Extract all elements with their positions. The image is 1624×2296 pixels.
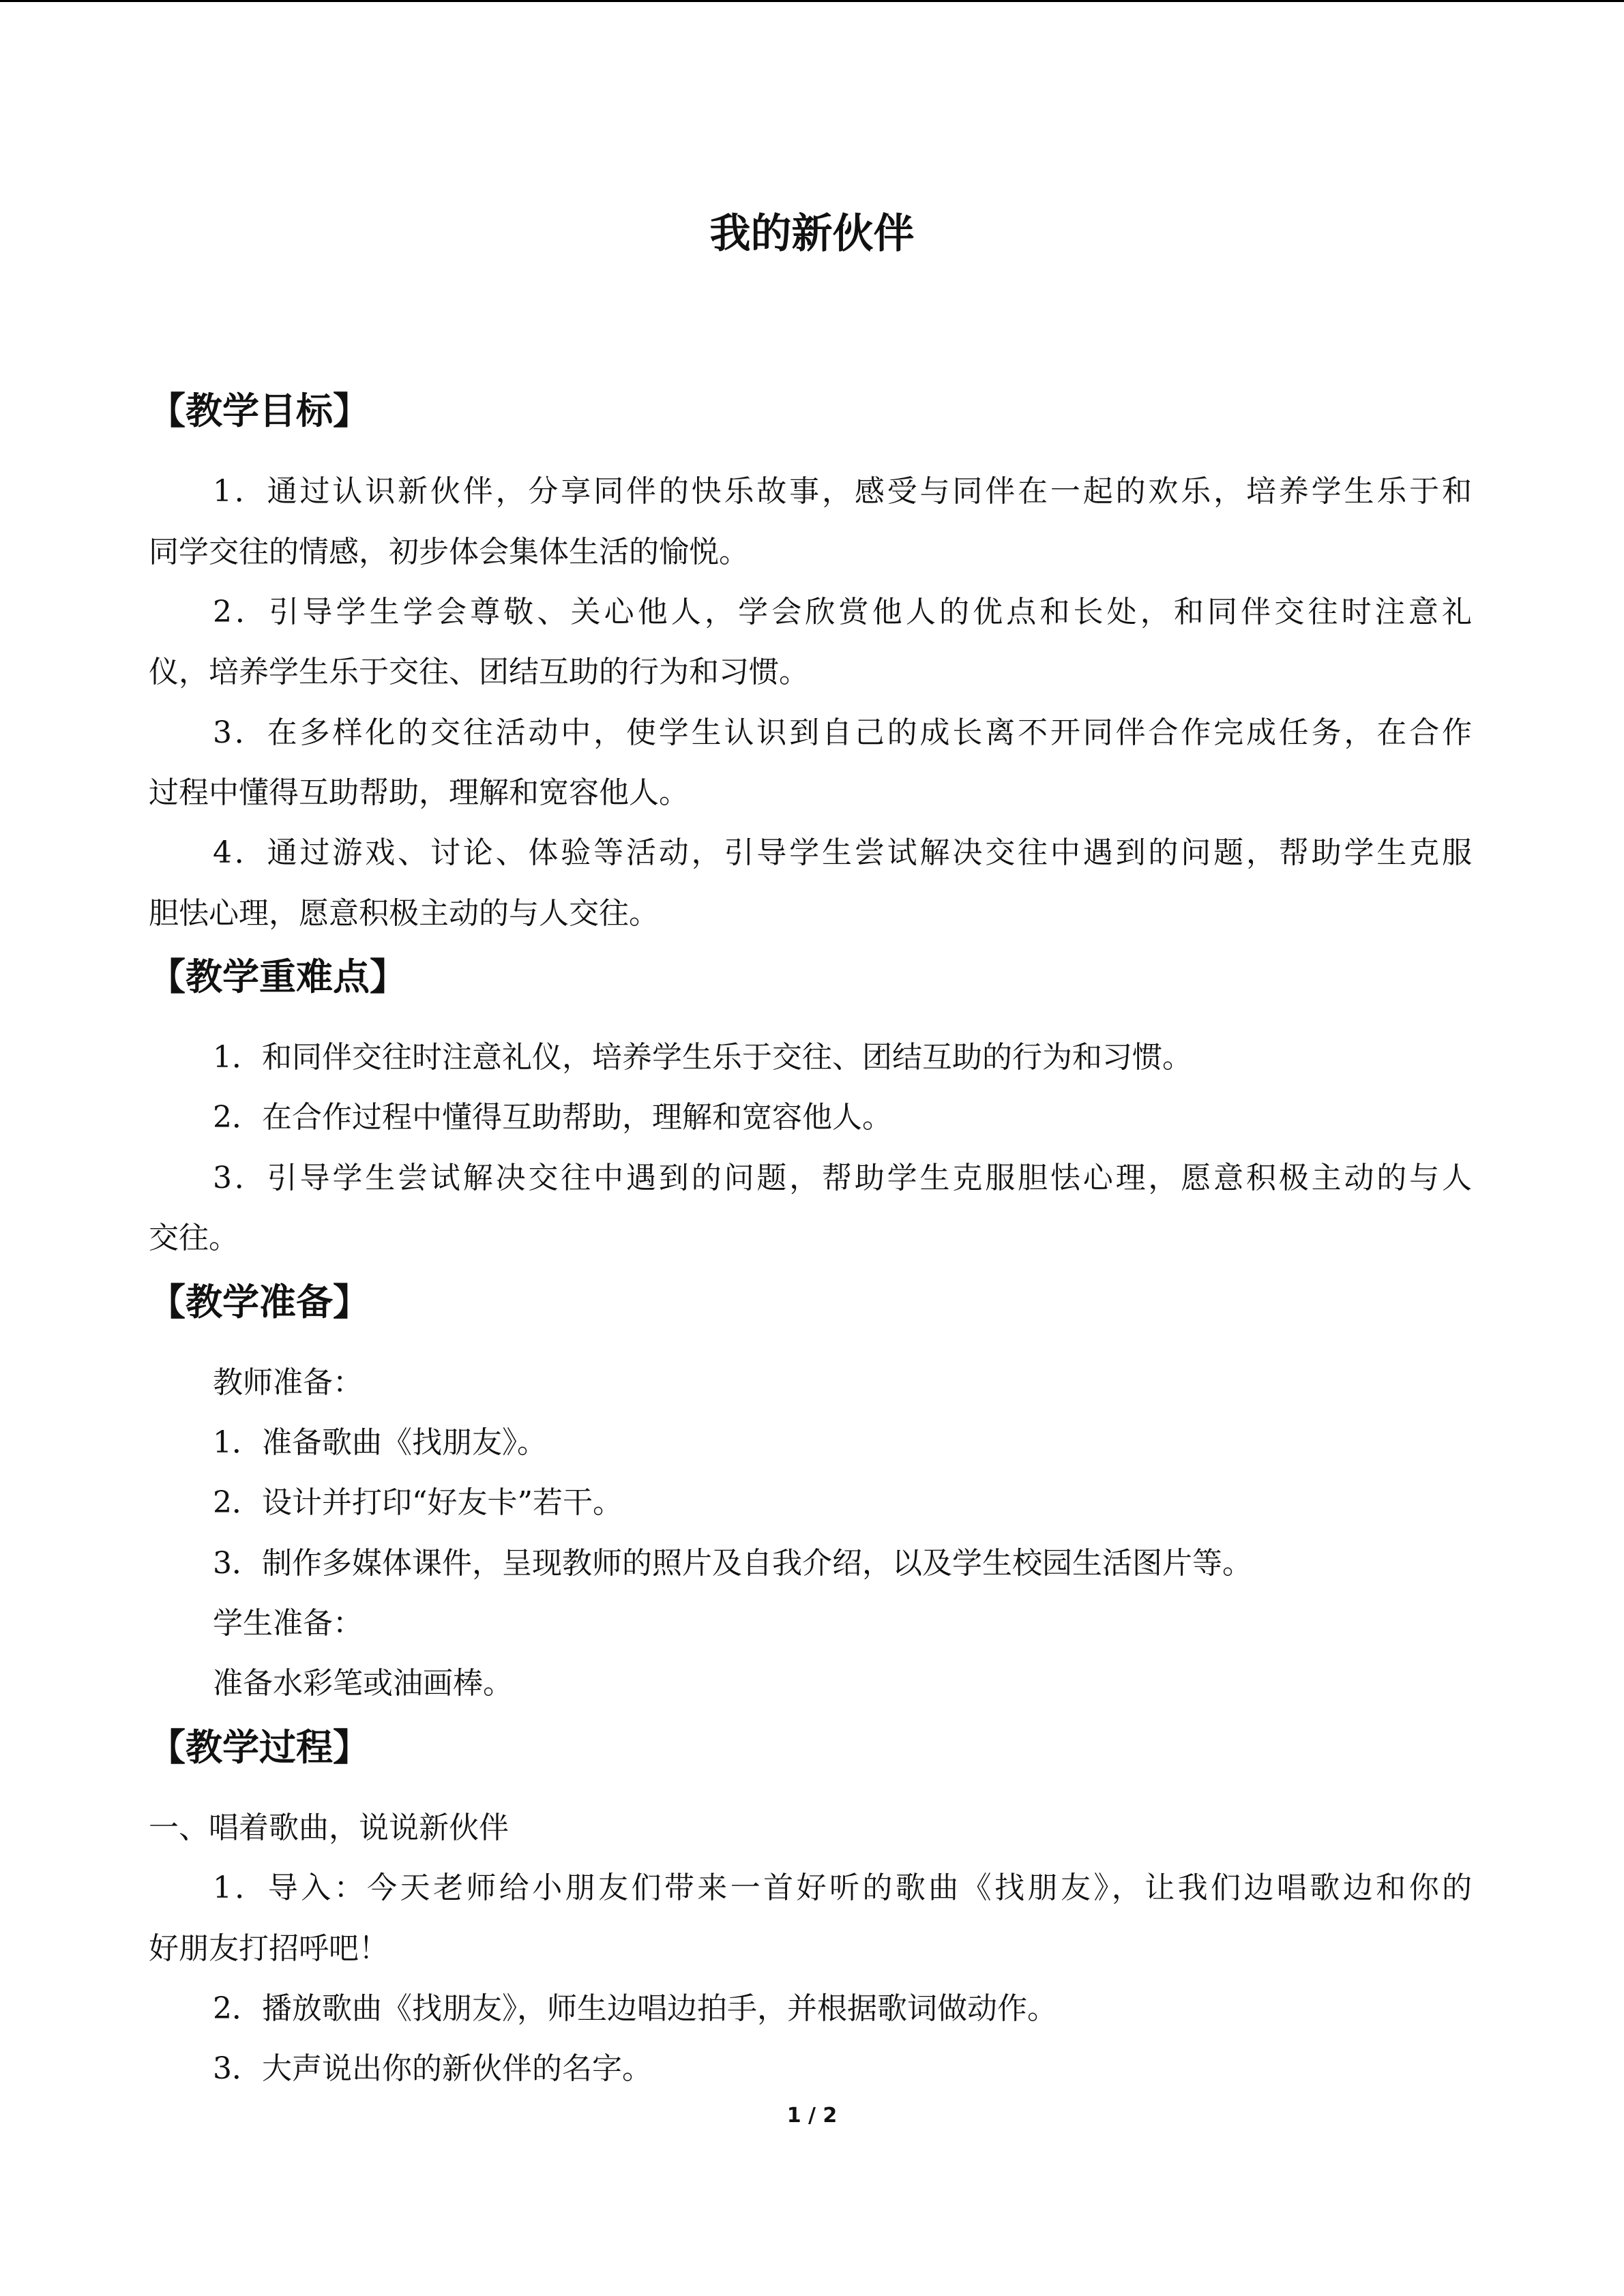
- paragraph-line: 1．和同伴交往时注意礼仪，培养学生乐于交往、团结互助的行为和习惯。: [213, 1040, 1192, 1075]
- paragraph-line: 3．在多样化的交往活动中，使学生认识到自己的成长离不开同伴合作完成任务，在合作: [213, 715, 1472, 750]
- section-heading-process: 【教学过程】: [149, 1726, 370, 1769]
- paragraph-line: 1．准备歌曲《找朋友》。: [213, 1425, 547, 1460]
- paragraph-line: 2．引导学生学会尊敬、关心他人，学会欣赏他人的优点和长处，和同伴交往时注意礼: [213, 595, 1472, 629]
- section-heading-key-points: 【教学重难点】: [149, 955, 407, 998]
- paragraph-line: 教师准备：: [213, 1365, 363, 1400]
- paragraph-line: 学生准备：: [213, 1606, 363, 1641]
- paragraph-line: 一、唱着歌曲，说说新伙伴: [149, 1810, 509, 1845]
- paragraph-line: 准备水彩笔或油画棒。: [213, 1666, 513, 1701]
- paragraph-line: 2．播放歌曲《找朋友》，师生边唱边拍手，并根据歌词做动作。: [213, 1991, 1057, 2026]
- paragraph-line: 3．大声说出你的新伙伴的名字。: [213, 2051, 652, 2086]
- paragraph-line: 2．设计并打印“好友卡”若干。: [213, 1485, 623, 1520]
- paragraph-line: 1．导入：今天老师给小朋友们带来一首好听的歌曲《找朋友》，让我们边唱歌边和你的: [213, 1870, 1472, 1905]
- section-heading-objectives: 【教学目标】: [149, 389, 370, 432]
- paragraph-line: 过程中懂得互助帮助，理解和宽容他人。: [149, 775, 689, 810]
- document-title: 我的新伙伴: [709, 210, 915, 258]
- section-heading-preparation: 【教学准备】: [149, 1281, 370, 1324]
- paragraph-line: 好朋友打招呼吧！: [149, 1931, 389, 1966]
- paragraph-line: 3．引导学生尝试解决交往中遇到的问题，帮助学生克服胆怯心理，愿意积极主动的与人: [213, 1161, 1472, 1195]
- paragraph-line: 3．制作多媒体课件，呈现教师的照片及自我介绍，以及学生校园生活图片等。: [213, 1546, 1252, 1581]
- paragraph-line: 交往。: [149, 1221, 239, 1255]
- paragraph-line: 1．通过认识新伙伴，分享同伴的快乐故事，感受与同伴在一起的欢乐，培养学生乐于和: [213, 474, 1472, 509]
- paragraph-line: 2．在合作过程中懂得互助帮助，理解和宽容他人。: [213, 1100, 892, 1135]
- paragraph-line: 4．通过游戏、讨论、体验等活动，引导学生尝试解决交往中遇到的问题，帮助学生克服: [213, 835, 1472, 870]
- page-number: 1 / 2: [786, 2104, 838, 2128]
- paragraph-line: 胆怯心理，愿意积极主动的与人交往。: [149, 896, 659, 931]
- paragraph-line: 仪，培养学生乐于交往、团结互助的行为和习惯。: [149, 655, 809, 689]
- paragraph-line: 同学交往的情感，初步体会集体生活的愉悦。: [149, 535, 749, 569]
